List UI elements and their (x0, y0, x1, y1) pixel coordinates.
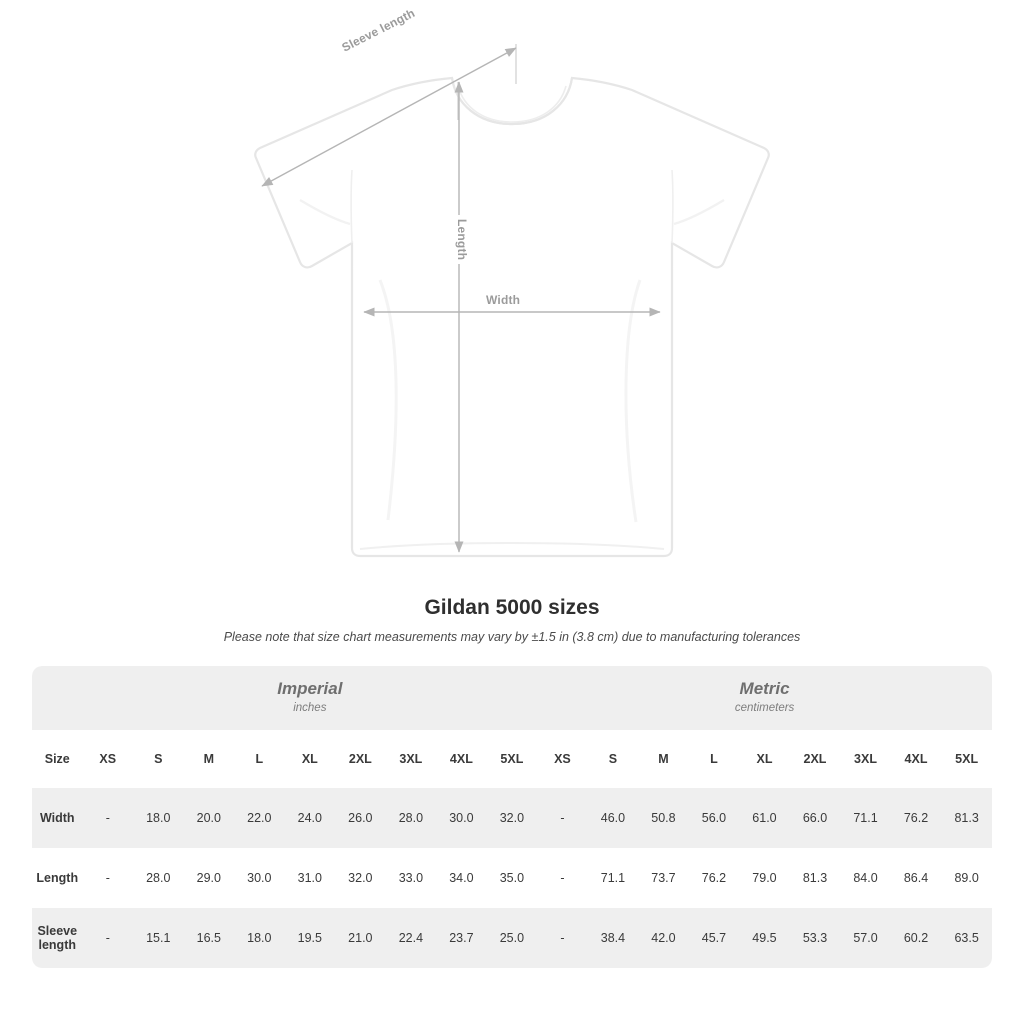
sleeve-imperial-m: 16.5 (184, 908, 235, 968)
row-label-length: Length (32, 848, 83, 908)
width-imperial-xl: 24.0 (285, 788, 336, 848)
sleeve-imperial-s: 15.1 (133, 908, 184, 968)
size-header-imperial-xl: XL (285, 730, 336, 788)
size-header-imperial-4xl: 4XL (436, 730, 487, 788)
size-header-metric-l: L (689, 730, 740, 788)
width-metric-5xl: 81.3 (941, 788, 992, 848)
width-metric-s: 46.0 (588, 788, 639, 848)
width-imperial-m: 20.0 (184, 788, 235, 848)
length-imperial-xl: 31.0 (285, 848, 336, 908)
width-metric-xl: 61.0 (739, 788, 790, 848)
size-header-metric-4xl: 4XL (891, 730, 942, 788)
size-header-metric-xl: XL (739, 730, 790, 788)
table-row (32, 788, 992, 848)
sleeve-metric-5xl: 63.5 (941, 908, 992, 968)
length-imperial-2xl: 32.0 (335, 848, 386, 908)
width-metric-2xl: 66.0 (790, 788, 841, 848)
size-header-metric-2xl: 2XL (790, 730, 841, 788)
width-label: Width (482, 293, 524, 307)
width-metric-l: 56.0 (689, 788, 740, 848)
length-metric-xl: 79.0 (739, 848, 790, 908)
width-metric-xs: - (537, 788, 588, 848)
length-imperial-4xl: 34.0 (436, 848, 487, 908)
sleeve-metric-4xl: 60.2 (891, 908, 942, 968)
size-header-imperial-2xl: 2XL (335, 730, 386, 788)
size-header-imperial-l: L (234, 730, 285, 788)
system-name-imperial: Imperial (277, 678, 343, 698)
sleeve-imperial-3xl: 22.4 (386, 908, 437, 968)
size-header-imperial-5xl: 5XL (487, 730, 538, 788)
size-header-imperial-3xl: 3XL (386, 730, 437, 788)
sleeve-imperial-xs: - (83, 908, 134, 968)
system-header-spacer (32, 666, 83, 730)
system-header-imperial (83, 666, 538, 730)
length-imperial-5xl: 35.0 (487, 848, 538, 908)
width-imperial-2xl: 26.0 (335, 788, 386, 848)
width-metric-3xl: 71.1 (840, 788, 891, 848)
length-metric-m: 73.7 (638, 848, 689, 908)
table-row (32, 848, 992, 908)
sleeve-length-label: Sleeve length (336, 4, 421, 56)
sleeve-metric-xs: - (537, 908, 588, 968)
sleeve-imperial-2xl: 21.0 (335, 908, 386, 968)
width-imperial-xs: - (83, 788, 134, 848)
width-imperial-s: 18.0 (133, 788, 184, 848)
sleeve-metric-xl: 49.5 (739, 908, 790, 968)
page-title: Gildan 5000 sizes (424, 596, 600, 619)
width-imperial-5xl: 32.0 (487, 788, 538, 848)
sleeve-imperial-l: 18.0 (234, 908, 285, 968)
sleeve-metric-s: 38.4 (588, 908, 639, 968)
size-header-imperial-s: S (133, 730, 184, 788)
width-imperial-4xl: 30.0 (436, 788, 487, 848)
size-header-metric-s: S (588, 730, 639, 788)
length-imperial-l: 30.0 (234, 848, 285, 908)
sleeve-metric-m: 42.0 (638, 908, 689, 968)
system-header-row (32, 666, 992, 730)
width-imperial-l: 22.0 (234, 788, 285, 848)
size-header-metric-3xl: 3XL (840, 730, 891, 788)
length-metric-5xl: 89.0 (941, 848, 992, 908)
length-metric-s: 71.1 (588, 848, 639, 908)
length-imperial-xs: - (83, 848, 134, 908)
system-name-metric: Metric (739, 678, 790, 698)
width-imperial-3xl: 28.0 (386, 788, 437, 848)
width-metric-m: 50.8 (638, 788, 689, 848)
table-row (32, 908, 992, 968)
title-block (0, 596, 1024, 644)
size-table-wrapper (32, 666, 992, 968)
size-header-metric-5xl: 5XL (941, 730, 992, 788)
length-label: Length (455, 215, 469, 264)
tolerance-note: Please note that size chart measurements may vary by ±1.5 in (3.8 cm) due to manufacturing tolerances (223, 630, 801, 644)
length-metric-3xl: 84.0 (840, 848, 891, 908)
size-header-metric-m: M (638, 730, 689, 788)
size-header-imperial-m: M (184, 730, 235, 788)
sleeve-metric-3xl: 57.0 (840, 908, 891, 968)
sleeve-imperial-5xl: 25.0 (487, 908, 538, 968)
sleeve-metric-2xl: 53.3 (790, 908, 841, 968)
length-metric-2xl: 81.3 (790, 848, 841, 908)
row-label-sleeve-length: Sleeve length (32, 908, 83, 968)
sleeve-imperial-xl: 19.5 (285, 908, 336, 968)
system-unit-metric: centimeters (734, 702, 795, 714)
length-imperial-m: 29.0 (184, 848, 235, 908)
size-header-row (32, 730, 992, 788)
size-chart-table (32, 666, 992, 968)
size-header-imperial-xs: XS (83, 730, 134, 788)
size-header-label: Size (32, 730, 83, 788)
length-imperial-s: 28.0 (133, 848, 184, 908)
length-imperial-3xl: 33.0 (386, 848, 437, 908)
size-header-metric-xs: XS (537, 730, 588, 788)
system-unit-imperial: inches (293, 702, 327, 714)
row-label-width: Width (32, 788, 83, 848)
width-metric-4xl: 76.2 (891, 788, 942, 848)
length-metric-l: 76.2 (689, 848, 740, 908)
tshirt-shape (255, 78, 769, 556)
system-header-metric (537, 666, 992, 730)
length-metric-xs: - (537, 848, 588, 908)
sleeve-metric-l: 45.7 (689, 908, 740, 968)
length-metric-4xl: 86.4 (891, 848, 942, 908)
sleeve-imperial-4xl: 23.7 (436, 908, 487, 968)
